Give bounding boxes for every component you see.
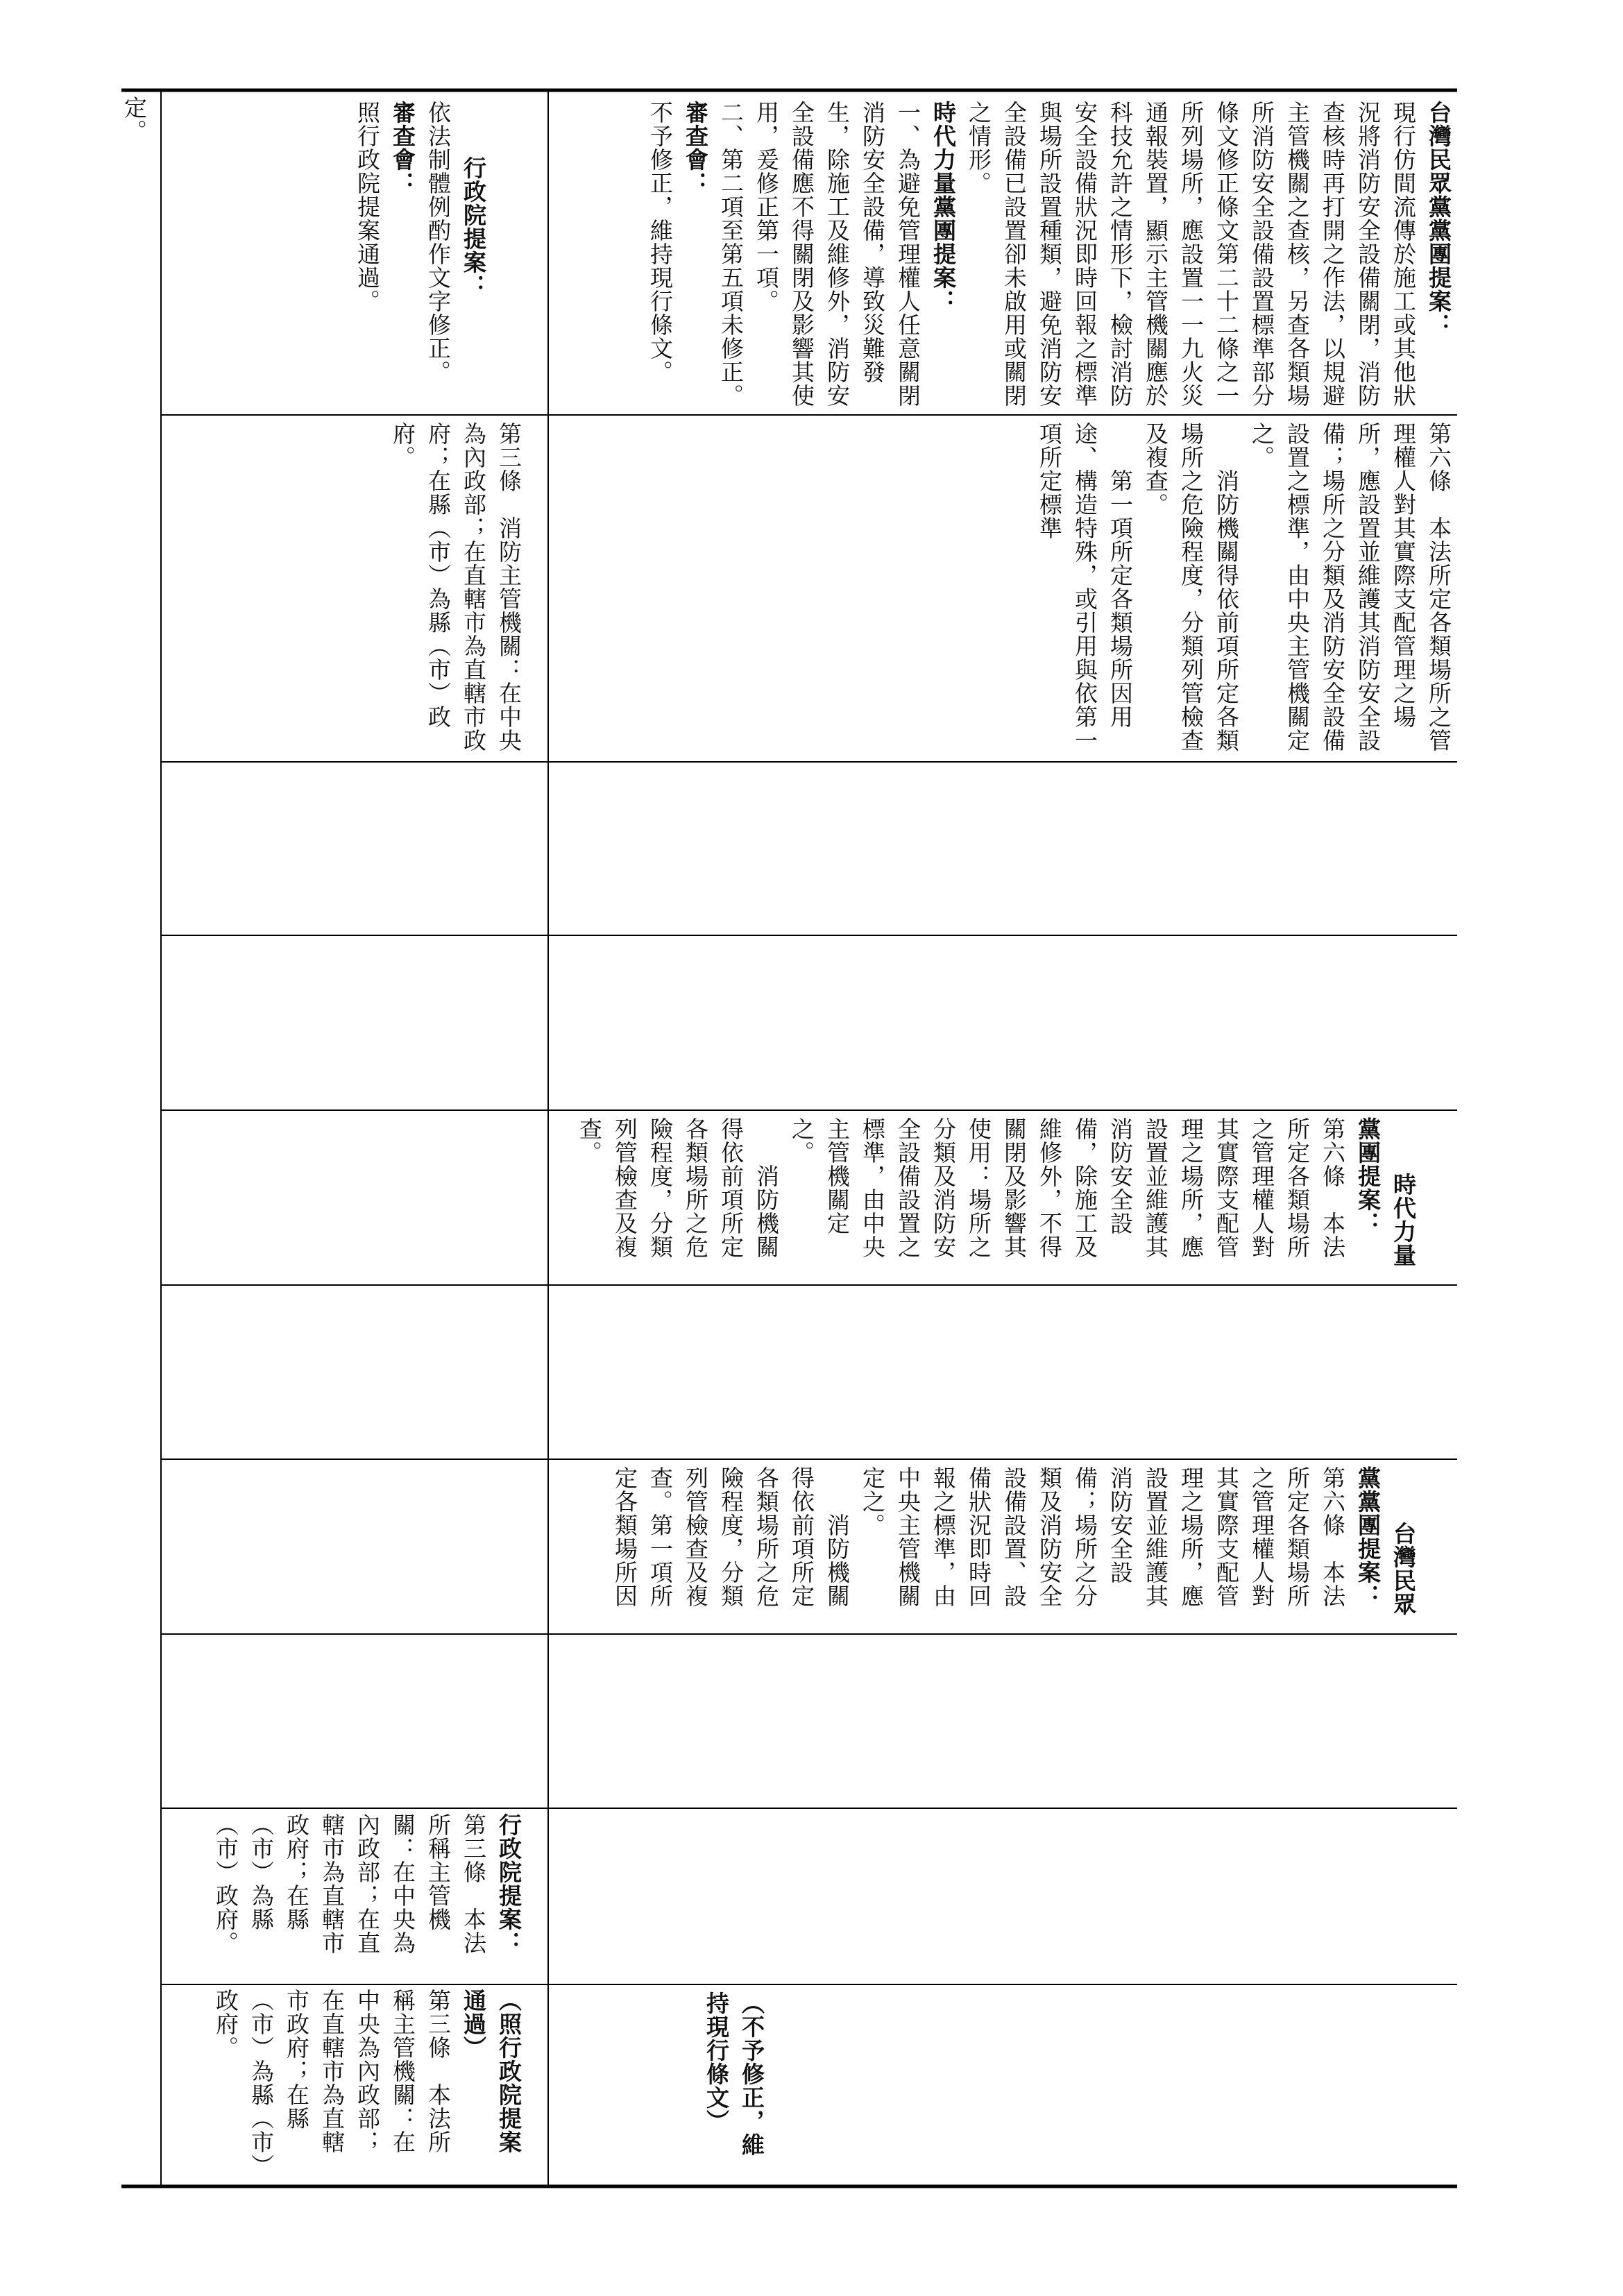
decision-body-article-3: 第三條 本法所稱主管機關：在中央為內政部；在直轄市為直轄市政府；在縣（市）為縣（市）政府。: [212, 1989, 452, 2166]
notes-text-review: 照行政院提案通過。: [354, 101, 381, 313]
proposal-title-executive: 行政院提案：: [495, 1813, 522, 1955]
notes-title-npp: 時代力量黨團提案：: [930, 101, 957, 313]
proposal-body-npp: 第六條 本法所定各類場所之管理權人對其實際支配管理之場所，應設置並維護其消防安全設備，除施工及維修外，不得關閉及影響其使用：場所之分類及消防安全設備設置之標準，由中央主管機關定之。 消防機關得依前項所定各類場所之危險程度，分類列管檢查及複查。: [576, 1117, 1346, 1259]
notes-text-npp: 一、為避免管理權人任意關閉消防安全設備，導致災難發生，除施工及維修外，消防安全設備應不得關閉及影響其使用，爰修正第一項。 二、第二項至第五項未修正。: [717, 101, 921, 407]
continued-fragment: 定。: [121, 96, 148, 143]
proposal-executive-article-3: [152, 1813, 527, 1976]
decision-article-3: [152, 1989, 527, 2176]
proposal-body-tpp: 第六條 本法所定各類場所之管理權人對其實際支配管理之場所，應設置並維護其消防安全設備；場所之分類及消防安全設備設置、設備狀況即時回報之標準，由中央主管機關定之。 消防機關得依前項所定各類場所之危險程度，分類列管檢查及複查。第一項所定各類場所因: [611, 1466, 1346, 1608]
proposal-body-executive: 第三條 本法所稱主管機關：在中央為內政部；在直轄市為直轄市政府；在縣（市）為縣（市）政府。: [212, 1813, 487, 1955]
decision-article-6: （不予修正，維持現行條文）: [703, 1991, 765, 2157]
notes-text-review-6: 不予修正，維持現行條文。: [647, 101, 674, 384]
proposal-tpp-article-6: [611, 1466, 1456, 1629]
proposal-npp-article-6: [576, 1117, 1456, 1280]
proposal-title-npp: 時代力量黨團提案：: [1354, 1117, 1417, 1267]
current-article-6: 第六條 本法所定各類場所之管理權人對其實際支配管理之場所，應設置並維護其消防安全設備；場所之分類及消防安全設備設置之標準，由中央主管機關定之。 消防機關得依前項所定各類場所之危險程度，分類列管檢查及複查。 第一項所定各類場所因用途、構造特殊，或引用與依第一項所定標準: [1036, 422, 1452, 752]
proposal-title-tpp: 台灣民眾黨黨團提案：: [1354, 1466, 1417, 1616]
notes-title-executive: 行政院提案：: [460, 156, 487, 298]
notes-title-review: 審查會：: [389, 101, 416, 195]
notes-title-review-6: 審查會：: [682, 101, 709, 195]
notes-executive-proposal: [350, 101, 527, 406]
notes-article-6: [647, 101, 1456, 409]
decision-title-article-3: （照行政院提案通過）: [460, 1989, 522, 2154]
notes-title-tpp: 台灣民眾黨黨團提案：: [1425, 101, 1452, 337]
notes-text-tpp: 現行仿間流傳於施工或其他狀況將消防安全設備關閉，消防查核時再打開之作法，以規避主管機關之查核，另查各類場所消防安全設備設置標準部分條文修正條文第二十二條之一所列場所，應設置一一九火災通報裝置，顯示主管機關應於科技允許之情形下，檢討消防安全設備狀況即時回報之標準與場所設置種類，避免消防安全設備已設置卻未啟用或關閉之情形。: [965, 101, 1417, 407]
notes-text-executive: 依法制體例酌作文字修正。: [425, 101, 452, 384]
current-article-3: 第三條 消防主管機關：在中央為內政部；在直轄市為直轄市政府；在縣（市）為縣（市）政府。: [389, 422, 522, 752]
